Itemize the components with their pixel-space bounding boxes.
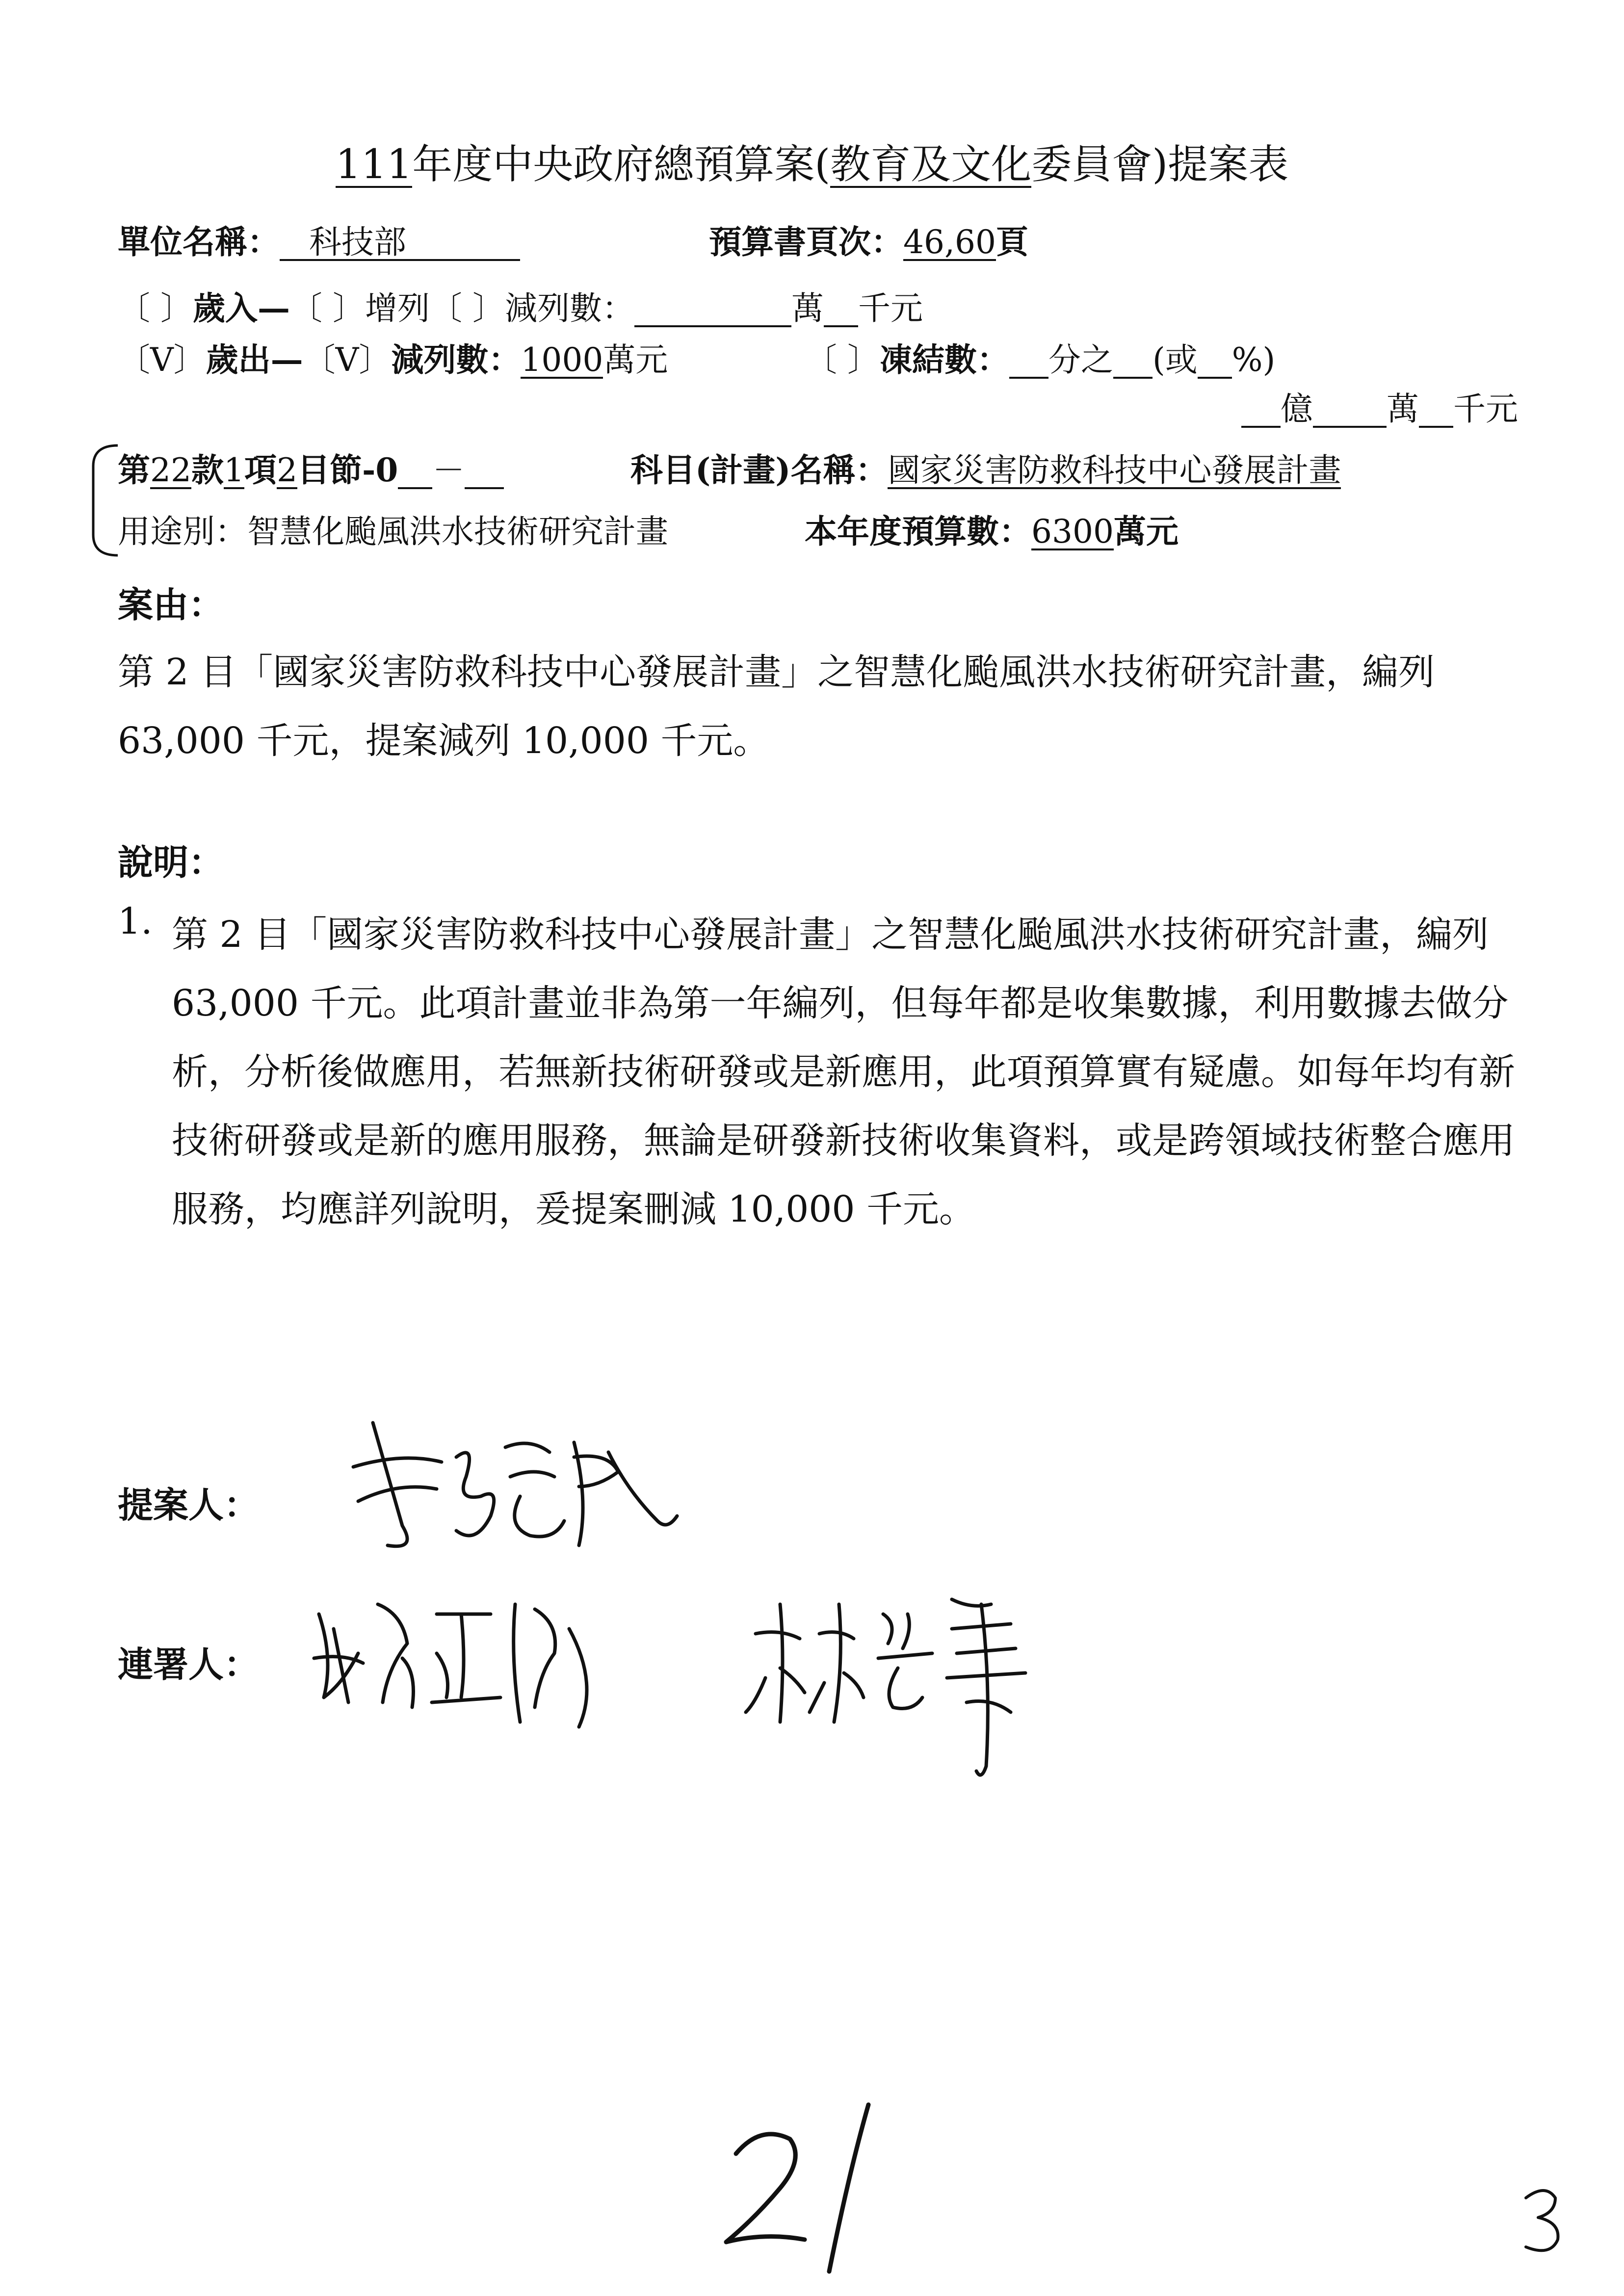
revenue-qian-blank xyxy=(824,291,858,327)
reason-heading: 案由： xyxy=(118,584,224,626)
budget-page-value: 46,60 xyxy=(903,223,996,261)
subject-kuan-label: 款 xyxy=(191,451,224,489)
freeze-pct-blank xyxy=(1198,343,1232,379)
explanation-item-text: 第 2 目「國家災害防救科技中心發展計畫」之智慧化颱風洪水技術研究計畫，編列 63,000 千元。此項計畫並非為第一年編列，但每年都是收集數據，利用數據去做分析，分析後做應用，若無新技術研發或是新應用，此項預算實有疑慮。如每年均有新技術研發或是新的應用服務，無論是研發新技術收集資料，或是跨領域技術整合應用服務，均應詳列說明，爰提案刪減 10,000 千元。 xyxy=(172,913,1515,1230)
freeze-pct: %) xyxy=(1231,341,1276,379)
unit-label: 單位名稱： xyxy=(118,223,280,261)
subject-name-value: 國家災害防救科技中心發展計畫 xyxy=(888,451,1341,489)
budget-page-suffix: 頁 xyxy=(995,223,1028,261)
proposer-label: 提案人： xyxy=(118,1484,260,1526)
expenditure-line xyxy=(118,334,668,380)
subject-line xyxy=(118,444,504,491)
expenditure-decrease-checkbox: 〔V〕 xyxy=(303,341,392,379)
budget-value: 6300 xyxy=(1031,513,1114,550)
subject-jie-blank-2 xyxy=(465,453,504,489)
decrease-label: 減列數： xyxy=(504,289,634,327)
handwritten-page-number xyxy=(707,2095,903,2281)
subject-xiang: 1 xyxy=(223,451,244,489)
expenditure-decrease-unit: 萬元 xyxy=(603,341,668,379)
cosigner-signature-1 xyxy=(304,1585,648,1742)
freeze-den-blank xyxy=(1113,343,1153,379)
wan-unit: 萬 xyxy=(1387,390,1419,428)
decrease-checkbox: 〔 〕 xyxy=(429,289,505,327)
budget-unit: 萬元 xyxy=(1113,512,1179,550)
subject-xiang-label: 項 xyxy=(244,451,277,489)
subject-dash: － xyxy=(432,451,465,489)
freeze-num-blank xyxy=(1009,343,1048,379)
budget-page-row xyxy=(709,216,1028,262)
subject-name-line xyxy=(630,444,1341,491)
subject-kuan: 22 xyxy=(150,451,191,489)
budget-label: 本年度預算數： xyxy=(805,512,1031,550)
explanation-item-number: 1. xyxy=(118,900,153,942)
freeze-checkbox: 〔 〕 xyxy=(805,341,880,379)
corner-page-number xyxy=(1516,2183,1570,2257)
freeze-huo: (或 xyxy=(1152,341,1198,379)
yi-blank xyxy=(1241,392,1281,428)
freeze-label: 凍結數： xyxy=(879,340,1009,379)
unit-value: 科技部 xyxy=(280,225,520,261)
proposer-signature xyxy=(343,1403,687,1560)
revenue-wan: 萬 xyxy=(791,289,824,327)
expenditure-label: 歲出— xyxy=(206,340,303,379)
title-committee: 教育及文化 xyxy=(830,141,1032,188)
wan-blank xyxy=(1313,392,1387,428)
cosigner-signature-2 xyxy=(736,1585,1079,1791)
budget-line xyxy=(805,505,1179,552)
title-year: 111 xyxy=(335,141,413,188)
freeze-line xyxy=(805,334,1275,380)
usage-label: 用途別： xyxy=(118,513,247,550)
subject-bracket xyxy=(83,442,123,559)
revenue-checkbox: 〔 〕 xyxy=(118,289,193,327)
usage-line xyxy=(118,505,668,552)
increase-checkbox: 〔 〕 xyxy=(289,289,365,327)
increase-label: 增列 xyxy=(365,289,430,327)
subject-name-label: 科目(計畫)名稱： xyxy=(630,451,888,489)
revenue-qianyuan: 千元 xyxy=(858,289,923,327)
yi-unit: 億 xyxy=(1281,390,1313,428)
expenditure-checkbox: 〔V〕 xyxy=(118,341,206,379)
title-text-b: 委員會)提案表 xyxy=(1031,141,1289,188)
budget-page-label: 預算書頁次： xyxy=(709,223,903,261)
subject-mu-label: 目節-0 xyxy=(297,451,398,489)
subject-jie-blank xyxy=(398,453,432,489)
expenditure-decrease-amount: 1000 xyxy=(521,341,603,379)
unit-row xyxy=(118,216,520,262)
revenue-line xyxy=(118,282,923,329)
reason-text: 第 2 目「國家災害防救科技中心發展計畫」之智慧化颱風洪水技術研究計畫，編列 63,000 千元，提案減列 10,000 千元。 xyxy=(118,651,1435,762)
usage-value: 智慧化颱風洪水技術研究計畫 xyxy=(247,513,668,550)
revenue-wan-blank xyxy=(634,291,791,327)
expenditure-decrease-label: 減列數： xyxy=(391,340,521,379)
cosigner-label: 連署人： xyxy=(118,1644,260,1685)
qianyuan-unit: 千元 xyxy=(1453,390,1518,428)
subject-di: 第 xyxy=(118,451,150,489)
freeze-fen: 分之 xyxy=(1048,341,1113,379)
revenue-label: 歲入— xyxy=(192,289,290,327)
amount-units-line xyxy=(1241,383,1518,429)
qian-blank xyxy=(1419,392,1453,428)
explanation-heading: 說明： xyxy=(118,841,224,883)
subject-mu: 2 xyxy=(276,451,297,489)
page-title xyxy=(0,132,1624,190)
title-text-a: 年度中央政府總預算案( xyxy=(412,141,831,188)
